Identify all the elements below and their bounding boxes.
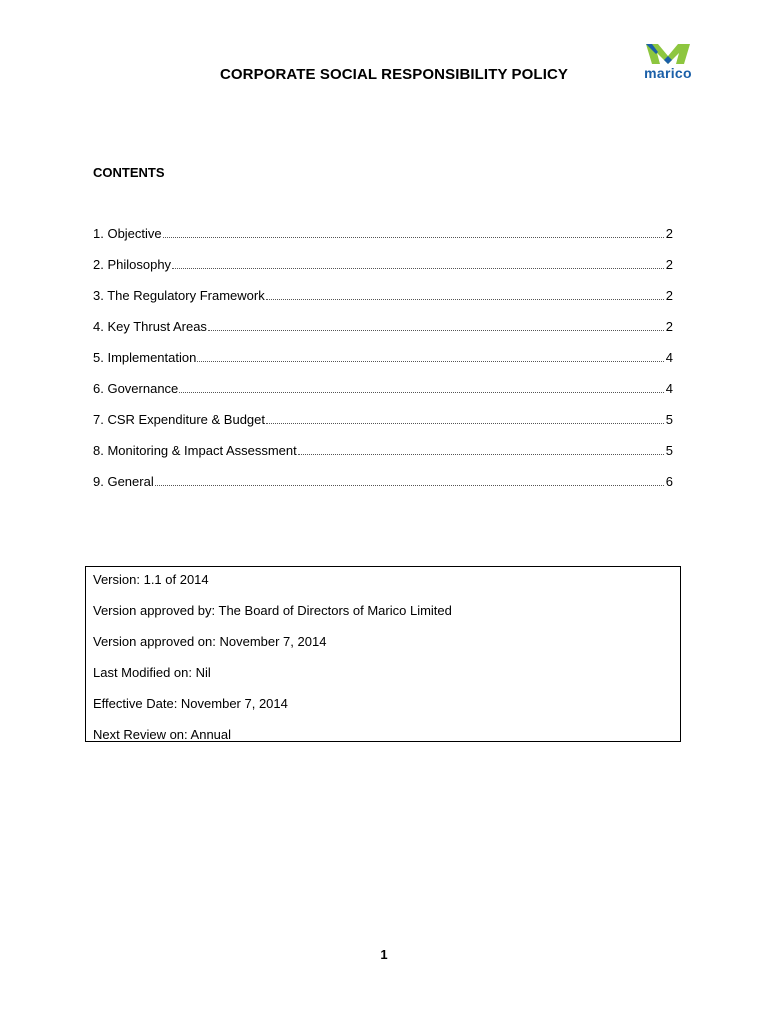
version-info-line: Version approved by: The Board of Directors of Marico Limited xyxy=(93,603,452,618)
version-info-line: Last Modified on: Nil xyxy=(93,665,211,680)
version-info-line: Version: 1.1 of 2014 xyxy=(93,572,209,587)
toc-entry-page: 2 xyxy=(665,319,673,334)
table-of-contents xyxy=(93,226,673,505)
toc-entry-page: 2 xyxy=(665,226,673,241)
toc-dot-leader xyxy=(298,443,664,455)
logo-wordmark: marico xyxy=(644,65,692,81)
toc-entry-page: 5 xyxy=(665,412,673,427)
toc-entry-label: 8. Monitoring & Impact Assessment xyxy=(93,443,297,458)
toc-dot-leader xyxy=(163,226,664,238)
toc-entry-label: 1. Objective xyxy=(93,226,162,241)
toc-entry-label: 7. CSR Expenditure & Budget xyxy=(93,412,265,427)
contents-heading: CONTENTS xyxy=(93,165,165,180)
toc-dot-leader xyxy=(208,319,664,331)
toc-entry[interactable] xyxy=(93,474,673,505)
toc-entry-page: 2 xyxy=(665,288,673,303)
toc-dot-leader xyxy=(266,288,664,300)
marico-logo xyxy=(634,42,702,86)
version-info-line: Version approved on: November 7, 2014 xyxy=(93,634,327,649)
toc-entry-label: 2. Philosophy xyxy=(93,257,172,272)
toc-dot-leader xyxy=(172,257,664,269)
document-title: CORPORATE SOCIAL RESPONSIBILITY POLICY xyxy=(219,66,568,83)
marico-m-icon xyxy=(634,42,702,66)
toc-entry[interactable] xyxy=(93,319,673,350)
toc-entry[interactable] xyxy=(93,381,673,412)
version-info-line: Next Review on: Annual xyxy=(93,727,232,742)
toc-entry-page: 6 xyxy=(665,474,673,489)
toc-entry[interactable] xyxy=(93,288,673,319)
toc-entry-label: 3. The Regulatory Framework xyxy=(93,288,265,303)
toc-entry-label: 9. General xyxy=(93,474,154,489)
toc-entry-label: 4. Key Thrust Areas xyxy=(93,319,207,334)
version-info-line: Effective Date: November 7, 2014 xyxy=(93,696,288,711)
page-number: 1 xyxy=(380,947,388,962)
toc-entry[interactable] xyxy=(93,412,673,443)
toc-entry[interactable] xyxy=(93,226,673,257)
toc-dot-leader xyxy=(179,381,663,393)
toc-entry-page: 5 xyxy=(665,443,673,458)
version-info-box xyxy=(85,566,681,742)
toc-entry-label: 6. Governance xyxy=(93,381,179,396)
toc-entry-page: 4 xyxy=(665,350,673,365)
toc-entry-page: 2 xyxy=(665,257,673,272)
toc-entry[interactable] xyxy=(93,257,673,288)
toc-entry[interactable] xyxy=(93,443,673,474)
toc-dot-leader xyxy=(155,474,664,486)
toc-dot-leader xyxy=(266,412,664,424)
toc-entry-label: 5. Implementation xyxy=(93,350,197,365)
toc-entry-page: 4 xyxy=(665,381,673,396)
toc-dot-leader xyxy=(197,350,663,362)
toc-entry[interactable] xyxy=(93,350,673,381)
